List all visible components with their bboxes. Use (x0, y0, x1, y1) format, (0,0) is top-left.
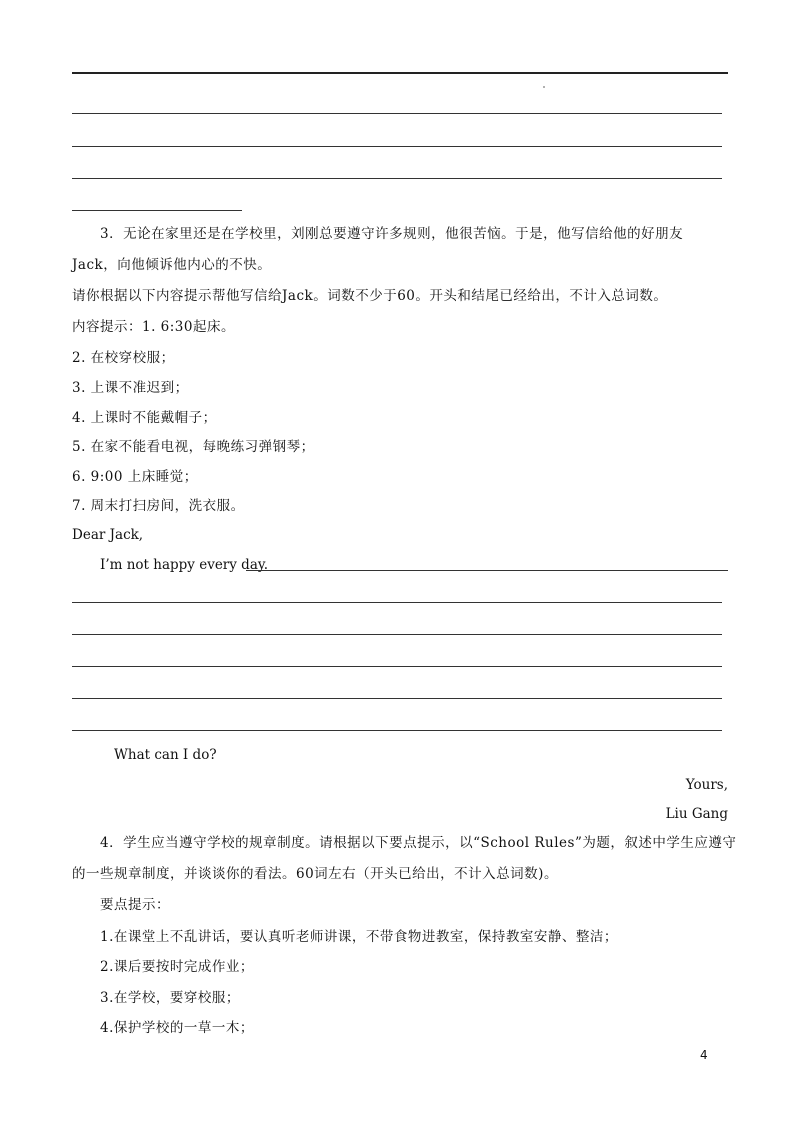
letter-salutation: Dear Jack, (72, 527, 144, 543)
answer-line (72, 72, 728, 74)
q3-hint-item: 3. 上课不准迟到； (72, 380, 189, 396)
q4-hint-item: 1.在课堂上不乱讲话，要认真听老师讲课，不带食物进教室，保持教室安静、整洁； (100, 929, 618, 945)
letter-signoff: Yours, (685, 777, 728, 793)
answer-line (72, 602, 722, 603)
answer-line (72, 178, 722, 179)
q3-hint-item: 2. 在校穿校服； (72, 350, 175, 366)
letter-opening-text: I’m not happy every day. (100, 557, 268, 573)
q4-hint-item: 3.在学校，要穿校服； (100, 990, 240, 1006)
q4-hint-item: 2.课后要按时完成作业； (100, 959, 254, 975)
page-number: 4 (700, 1048, 708, 1062)
q4-hint-item: 4.保护学校的一草一木； (100, 1020, 254, 1036)
answer-line (72, 698, 722, 699)
q3-hint-label: 内容提示：1. 6:30起床。 (72, 319, 235, 335)
answer-line (72, 113, 722, 114)
speck (543, 86, 545, 88)
answer-line (246, 570, 728, 571)
answer-line (72, 730, 722, 731)
letter-opening (100, 556, 268, 574)
q4-prompt-line-2: 的一些规章制度，并谈谈你的看法。60词左右（开头已给出，不计入总词数)。 (72, 866, 558, 882)
q3-prompt-line-2: Jack，向他倾诉他内心的不快。 (72, 257, 272, 273)
q3-prompt-line-1: 3．无论在家里还是在学校里，刘刚总要遵守许多规则，他很苦恼。于是，他写信给他的好朋友 (100, 226, 684, 242)
q3-hint-item: 7. 周末打扫房间，洗衣服。 (72, 498, 245, 514)
answer-line (72, 210, 242, 211)
answer-line (72, 666, 722, 667)
answer-line (72, 634, 722, 635)
q3-hint-item: 4. 上课时不能戴帽子； (72, 410, 217, 426)
q3-hint-item: 5. 在家不能看电视，每晚练习弹钢琴； (72, 439, 315, 455)
answer-line (72, 146, 722, 147)
q4-prompt-line-1: 4．学生应当遵守学校的规章制度。请根据以下要点提示，以“School Rules”为题，叙述中学生应遵守 (100, 835, 737, 851)
q4-hint-label: 要点提示： (100, 897, 170, 913)
q3-instruction: 请你根据以下内容提示帮他写信给Jack。词数不少于60。开头和结尾已经给出，不计入总词数。 (72, 288, 668, 304)
letter-signature: Liu Gang (665, 806, 728, 822)
letter-closing-question: What can I do? (114, 747, 217, 763)
q3-hint-item: 6. 9:00 上床睡觉； (72, 469, 198, 485)
